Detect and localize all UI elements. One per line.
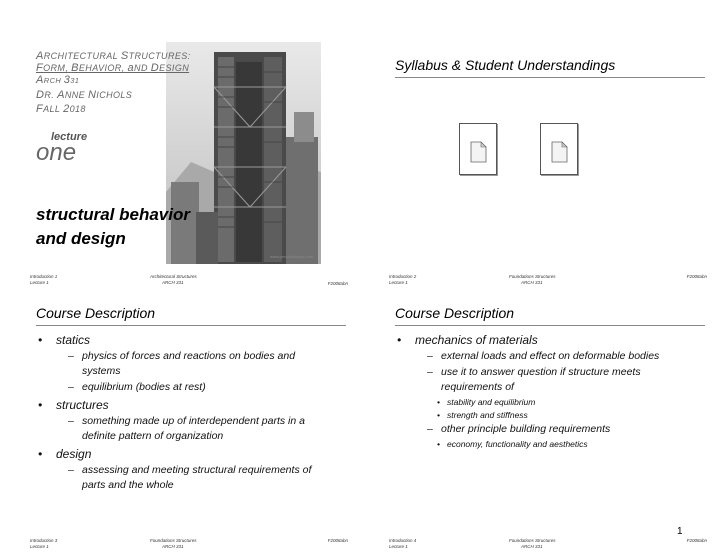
footer-section: Introduction 4	[389, 538, 417, 543]
slide-course-description-1	[26, 298, 356, 549]
sub-sub-bullet-text: stability and equilibrium	[447, 397, 536, 407]
title-divider	[395, 77, 705, 78]
lecture-label: lecture	[51, 131, 88, 143]
document-icon[interactable]	[540, 123, 578, 175]
slide-syllabus	[385, 40, 715, 285]
lecture-title-line1: structural behavior	[36, 205, 190, 224]
lecture-title	[36, 203, 190, 251]
footer-lecture: Lecture 1	[389, 544, 408, 549]
sub-bullet-text: other principle building requirements	[441, 423, 611, 435]
footer-id: F2008abn	[327, 281, 348, 286]
sub-sub-bullet-text: economy, functionality and aesthetics	[447, 439, 588, 449]
course-name-line2: FORM, BEHAVIOR, aND DESIGN	[36, 62, 190, 74]
course-info	[36, 50, 191, 115]
document-icon[interactable]	[459, 123, 497, 175]
photo-credit: www.greatbuildings.com	[270, 254, 314, 259]
sub-sub-bullet-item: • stability and equilibrium	[437, 397, 536, 407]
footer-section: Introduction 1	[30, 274, 58, 279]
bullet-text: design	[56, 447, 92, 461]
footer-id: F2008abn	[686, 538, 707, 543]
sub-bullet-text: assessing and meeting structural requirements of parts and the whole	[82, 464, 312, 491]
slide-title-text: Course Description	[36, 305, 156, 321]
slide-title-text: Syllabus & Student Understandings	[395, 57, 616, 73]
sub-bullet-text: use it to answer question if structure meets requirements of	[441, 366, 641, 393]
title-divider	[395, 325, 705, 326]
term: FALL 2018	[36, 103, 86, 115]
footer-id: F2008abn	[327, 538, 348, 543]
sub-bullet-item: – equilibrium (bodies at rest)	[68, 381, 206, 393]
sub-bullet-item: – physics of forces and reactions on bodies and systems	[68, 350, 296, 377]
sub-bullet-item: – other principle building requirements	[427, 423, 611, 435]
sub-sub-bullet-text: strength and stiffness	[447, 410, 528, 420]
bullet-item: • statics	[38, 333, 91, 347]
sub-bullet-text: equilibrium (bodies at rest)	[82, 381, 206, 393]
bullet-item: • mechanics of materials	[397, 333, 538, 347]
sub-bullet-text: physics of forces and reactions on bodies and systems	[82, 350, 296, 377]
footer-id: F2008abn	[686, 274, 707, 279]
footer-lecture: Lecture 1	[30, 544, 49, 549]
footer-code: ARCH 331	[162, 280, 184, 285]
bullet-item: • structures	[38, 398, 109, 412]
bullet-text: mechanics of materials	[415, 333, 538, 347]
slide-title	[26, 40, 356, 286]
bullet-list	[36, 330, 336, 493]
footer-course: Foundations Structures	[509, 274, 556, 279]
footer-section: Introduction 2	[389, 274, 417, 279]
slide-course-description-2	[385, 298, 715, 549]
sub-bullet-text: external loads and effect on deformable bodies	[441, 350, 660, 362]
footer-lecture: Lecture 1	[30, 280, 49, 285]
sub-sub-bullet-item: • strength and stiffness	[437, 410, 528, 420]
title-divider	[36, 325, 346, 326]
course-name-line1: ARCHITECTURAL STRUCTURES:	[36, 50, 191, 62]
footer-course: Foundations Structures	[150, 538, 197, 543]
page-number: 1	[677, 526, 683, 537]
bullet-text: structures	[56, 398, 109, 412]
slide-title-text: Course Description	[395, 305, 515, 321]
sub-bullet-item: – assessing and meeting structural requirements of parts and the whole	[68, 464, 312, 491]
sub-bullet-item: – use it to answer question if structure meets requirements of	[427, 366, 641, 393]
footer-course: Foundations Structures	[509, 538, 556, 543]
bullet-list	[395, 330, 695, 450]
bullet-text: statics	[56, 333, 91, 347]
sub-bullet-text: something made up of interdependent parts in a definite pattern of organization	[82, 415, 305, 442]
footer-code: ARCH 331	[162, 544, 184, 549]
lecture-title-line2: and design	[36, 229, 126, 248]
footer-lecture: Lecture 1	[389, 280, 408, 285]
footer-course: Architectural Structures	[150, 274, 197, 279]
sub-bullet-item: – external loads and effect on deformable bodies	[427, 350, 660, 362]
sub-bullet-item: – something made up of interdependent parts in a definite pattern of organization	[68, 415, 305, 442]
lecture-number: one	[36, 139, 77, 166]
instructor-name: DR. ANNE NICHOLS	[36, 89, 133, 101]
footer-section: Introduction 3	[30, 538, 58, 543]
course-code: ARCH 331	[36, 74, 80, 86]
bullet-item: • design	[38, 447, 92, 461]
footer-code: ARCH 331	[521, 280, 543, 285]
sub-sub-bullet-item: • economy, functionality and aesthetics	[437, 439, 588, 449]
footer-code: ARCH 331	[521, 544, 543, 549]
